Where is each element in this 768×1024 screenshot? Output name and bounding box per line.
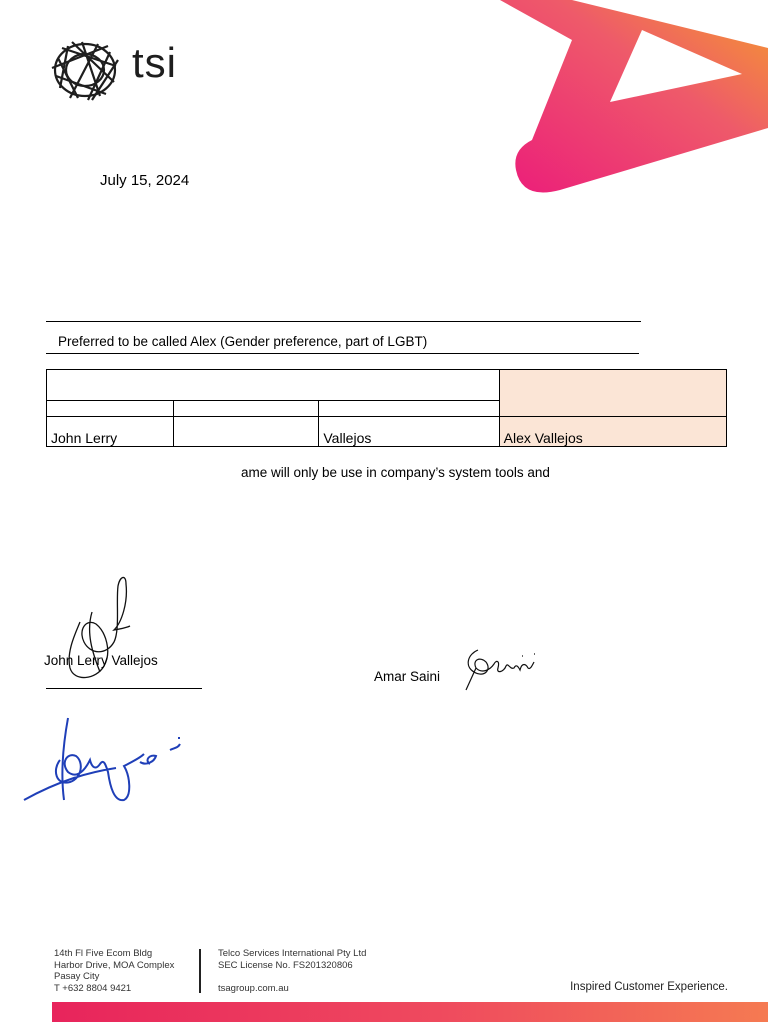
signature-line [46, 688, 202, 689]
middle-name-cell [174, 417, 319, 447]
last-name-cell: Vallejos [319, 417, 499, 447]
footer [46, 945, 768, 1000]
footer-divider [199, 949, 201, 993]
table-cell [47, 370, 500, 401]
logo-text: tsi [132, 39, 177, 86]
divider-line [46, 353, 639, 354]
preference-statement: Preferred to be called Alex (Gender preference, part of LGBT) [58, 334, 428, 349]
footer-address-line: 14th Fl Five Ecom Bldg [54, 948, 153, 959]
tsi-logo-ring-icon [48, 38, 122, 102]
usage-statement: ame will only be use in company’s system tools and [241, 465, 550, 480]
footer-license: SEC License No. FS201320806 [218, 959, 353, 971]
name-table [46, 369, 727, 447]
first-name-cell: John Lerry [47, 417, 174, 447]
employee-name: John Lerry Vallejos [44, 653, 158, 668]
table-row [47, 417, 727, 447]
manager-signature [460, 640, 544, 694]
footer-company [218, 948, 366, 994]
blue-ink-signature [20, 710, 186, 810]
table-cell [319, 401, 499, 417]
footer-website-link[interactable]: tsagroup.com.au [218, 982, 289, 994]
footer-tagline: Inspired Customer Experience. [570, 981, 728, 993]
divider-line [46, 321, 641, 322]
footer-address-line: Pasay City [54, 971, 100, 982]
letter-date: July 15, 2024 [100, 172, 190, 189]
table-cell [47, 401, 174, 417]
preferred-name-cell: Alex Vallejos [499, 417, 726, 447]
footer-company-name: Telco Services International Pty Ltd [218, 948, 367, 959]
table-cell [499, 370, 726, 417]
footer-phone: T +632 8804 9421 [54, 982, 132, 994]
footer-address-line: Harbor Drive, MOA Complex [54, 959, 175, 971]
footer-color-bar [52, 1002, 768, 1022]
table-row [47, 370, 727, 401]
table-cell [174, 401, 319, 417]
manager-name: Amar Saini [374, 669, 441, 684]
chevron-graphic [492, 0, 768, 200]
footer-address [54, 948, 174, 994]
